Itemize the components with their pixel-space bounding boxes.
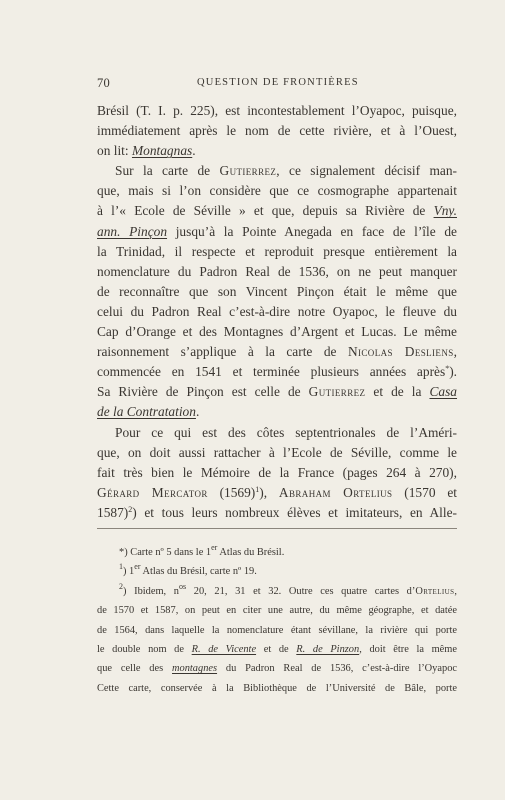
body-line: Pour ce qui est des côtes septentrionales de l’Améri- — [115, 424, 457, 440]
body-line: Brésil (T. I. p. 225), est incontestablement l’Oyapoc, puisque, — [97, 103, 457, 118]
body-line: à l’« Ecole de Séville » et que, depuis sa Rivière de Vny. — [97, 203, 457, 219]
body-line: nomenclature du Padron Real de 1536, on ne peut manquer — [97, 263, 457, 279]
footnote-line: $^2$) Ibidem, $n^{os}$ 20, 21, 31 et 32. Outre ces quatre cartes d’Ortelius, — [119, 581, 457, 597]
body-line: ann. Pinçon jusqu’à la Pointe Anegada en face de l’île de — [97, 223, 457, 239]
body-line: celui du Padron Real c’est-à-dire notre Oyapoc, le fleuve du — [97, 303, 457, 319]
body-line: la Trinidad, il respecte et reproduit presque entièrement la — [97, 243, 457, 259]
footnote-line: $^1$) 1er Atlas du Brésil, carte nº 19. — [119, 562, 257, 578]
place-name-vicente: R. de Vicente — [191, 644, 257, 656]
body-line: de reconnaître que son Vincent Pinçon était le même que — [97, 283, 457, 299]
footnote-ref: 2 — [128, 504, 133, 514]
page-number: 70 — [97, 76, 111, 90]
footnote-line: de 1570 et 1587, on peut en citer une autre, du même géographe, et datée — [97, 605, 457, 617]
author-name-gutierrez: Gutierrez — [219, 163, 277, 179]
body-line: que, mais si l’on considère que ce cosmographe appartenait — [97, 183, 457, 199]
body-line: de la Contratation. — [97, 404, 200, 420]
running-head — [97, 76, 457, 92]
body-line: immédiatement après le nom de cette rivière, et à l’Ouest, — [97, 123, 457, 139]
body-line: raisonnement s’applique à la carte de Nicolas Desliens, — [97, 344, 457, 360]
body-line: Sur la carte de Gutierrez, ce signalement décisif man- — [115, 163, 457, 179]
body-line: Cap d’Orange et des Montagnes d’Argent et Lucas. Le même — [97, 324, 457, 340]
body-line: on lit: Montagnas. — [97, 143, 196, 159]
footnotes — [97, 543, 457, 698]
place-name-casa: Casa — [429, 384, 458, 400]
footnote-line: Cette carte, conservée à la Bibliothèque de l’Université de Bâle, porte — [97, 682, 457, 694]
place-name-vny: Vny. — [433, 203, 457, 219]
term-montagnes: montagnes — [172, 663, 218, 675]
footnote-ref: * — [445, 364, 450, 374]
body-text — [97, 101, 457, 523]
footnote-rule — [97, 528, 457, 529]
footnote-line: *) Carte nº 5 dans le 1er Atlas du Brésil. — [119, 543, 285, 558]
place-name-contratation: de la Contratation — [97, 404, 196, 420]
author-name-desliens: Nicolas Desliens — [347, 344, 454, 360]
footnote-line: le double nom de R. de Vicente et de R. de Pinzon, doit être la même — [97, 644, 457, 656]
body-line: fait très bien le Mémoire de la France (pages 264 à 270), — [97, 464, 457, 480]
place-name-ann-pincon: ann. Pinçon — [97, 223, 168, 239]
author-name-ortelius: Abraham Ortelius — [278, 484, 393, 500]
body-line: commencée en 1541 et terminée plusieurs années après*). — [97, 364, 457, 380]
footnote-line: de 1564, dans laquelle la nomenclature étant sévillane, la rivière qui porte — [97, 624, 457, 636]
running-title: QUESTION DE FRONTIÈRES — [197, 77, 359, 88]
place-name-pinzon: R. de Pinzon — [296, 644, 360, 656]
author-name-ortelius: Ortelius — [415, 585, 455, 597]
place-name-montagnas: Montagnas — [131, 143, 193, 159]
author-name-mercator: Gérard Mercator — [97, 484, 208, 500]
body-line: Sa Rivière de Pinçon est celle de Gutierrez et de la Casa — [97, 384, 458, 400]
body-line: que, on doit aussi rattacher à l’Ecole de Séville, comme le — [97, 444, 457, 460]
footnote-ref: 1 — [255, 484, 260, 494]
footnote-line: que celle des montagnes du Padron Real de 1536, c’est-à-dire l’Oyapoc — [97, 663, 457, 675]
body-line: 1587)$^2$) et tous leurs nombreux élèves et imitateurs, en Alle- — [97, 504, 457, 520]
body-line: Gérard Mercator $(1569)^1$), Abraham Ortelius (1570 et — [97, 484, 457, 500]
author-name-gutierrez: Gutierrez — [308, 384, 366, 400]
